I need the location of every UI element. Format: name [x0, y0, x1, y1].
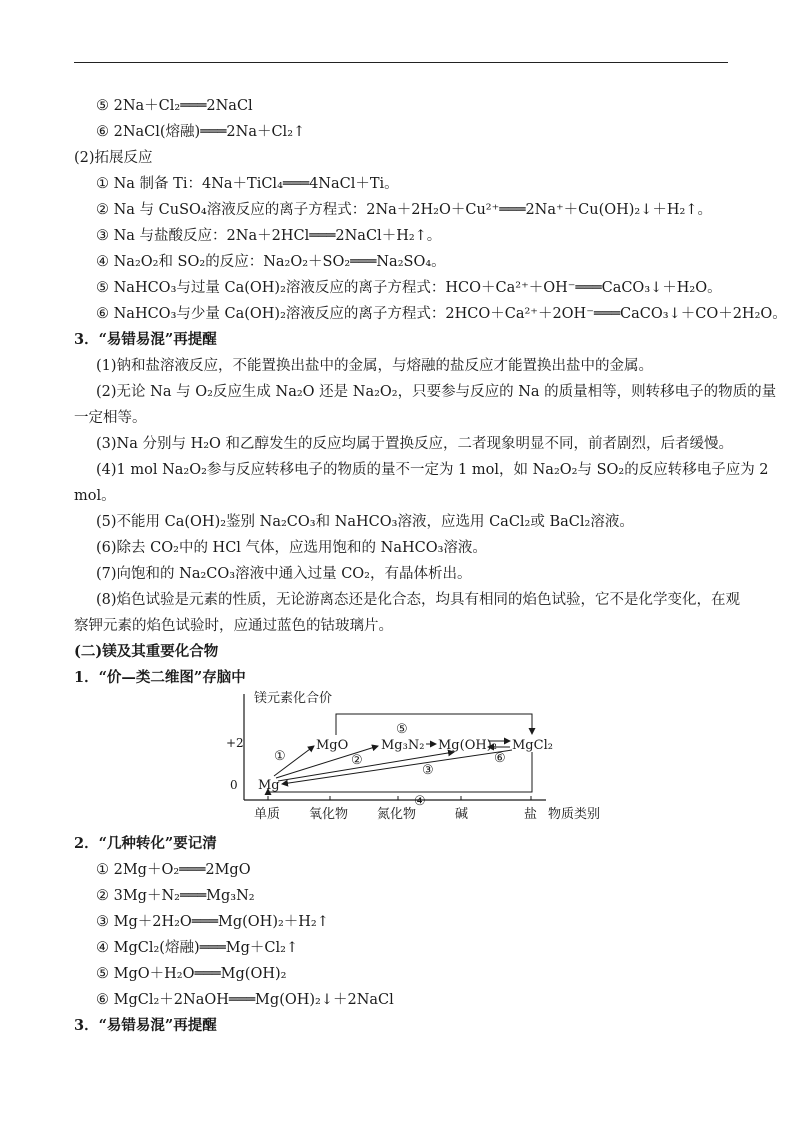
- section-heading: 1．“价—类二维图”存脑中: [74, 669, 246, 686]
- note-2-cont: 一定相等。: [74, 410, 147, 426]
- equation-5: ⑤ 2Na＋Cl₂═══2NaCl: [96, 98, 253, 114]
- node-mgoh2: Mg(OH)₂: [438, 738, 497, 753]
- equation-6: ⑥ 2NaCl(熔融)═══2Na＋Cl₂↑: [96, 124, 306, 140]
- reaction-3: ③ Mg＋2H₂O═══Mg(OH)₂＋H₂↑: [96, 914, 329, 930]
- y-tick-plus2: +2: [226, 736, 244, 750]
- extension-3: ③ Na 与盐酸反应：2Na＋2HCl═══2NaCl＋H₂↑。: [96, 228, 442, 244]
- valence-class-diagram: [226, 688, 626, 824]
- y-axis-title: 镁元素化合价: [254, 691, 333, 706]
- note-1: (1)钠和盐溶液反应，不能置换出盐中的金属，与熔融的盐反应才能置换出盐中的金属。: [96, 358, 654, 374]
- arrow-6-back: [282, 750, 512, 784]
- extension-5: ⑤ NaHCO₃与过量 Ca(OH)₂溶液反应的离子方程式：HCO＋Ca²⁺＋OH⁻═══CaCO₃↓＋H₂O。: [96, 280, 722, 296]
- x-label-element: 单质: [254, 807, 281, 822]
- reaction-6: ⑥ MgCl₂＋2NaOH═══Mg(OH)₂↓＋2NaCl: [96, 992, 394, 1008]
- reaction-5: ⑤ MgO＋H₂O═══Mg(OH)₂: [96, 966, 287, 982]
- extension-4: ④ Na₂O₂和 SO₂的反应：Na₂O₂＋SO₂═══Na₂SO₄。: [96, 254, 446, 270]
- reaction-4: ④ MgCl₂(熔融)═══Mg＋Cl₂↑: [96, 940, 299, 956]
- marker-2: ②: [351, 753, 363, 768]
- reaction-1: ① 2Mg＋O₂═══2MgO: [96, 862, 251, 878]
- marker-3: ③: [422, 763, 434, 778]
- header-rule: [74, 62, 728, 63]
- marker-5: ⑤: [396, 722, 408, 737]
- note-6: (6)除去 CO₂中的 HCl 气体，应选用饱和的 NaHCO₃溶液。: [96, 540, 487, 556]
- marker-4: ④: [414, 794, 426, 809]
- x-label-salt: 盐: [524, 807, 538, 822]
- note-4-cont: mol。: [74, 488, 116, 504]
- note-5: (5)不能用 Ca(OH)₂鉴别 Na₂CO₃和 NaHCO₃溶液，应选用 CaCl₂或 BaCl₂溶液。: [96, 514, 634, 530]
- node-mg: Mg: [258, 778, 280, 793]
- extension-6: ⑥ NaHCO₃与少量 Ca(OH)₂溶液反应的离子方程式：2HCO＋Ca²⁺＋2OH⁻═══CaCO₃↓＋CO＋2H₂O。: [96, 306, 787, 322]
- note-8-cont: 察钾元素的焰色试验时，应通过蓝色的钴玻璃片。: [74, 618, 393, 634]
- section-heading: 2．“几种转化”要记清: [74, 835, 217, 852]
- section-title: (二)镁及其重要化合物: [74, 643, 219, 660]
- arrow-5: [336, 714, 532, 735]
- extension-2: ② Na 与 CuSO₄溶液反应的离子方程式：2Na＋2H₂O＋Cu²⁺═══2Na⁺＋Cu(OH)₂↓＋H₂↑。: [96, 202, 713, 218]
- marker-6: ⑥: [494, 751, 506, 766]
- extension-title: (2)拓展反应: [74, 150, 153, 166]
- node-mg3n2: Mg₃N₂: [381, 738, 425, 753]
- x-axis-title: 物质类别: [548, 807, 601, 822]
- x-label-base: 碱: [455, 807, 469, 822]
- reaction-2: ② 3Mg＋N₂═══Mg₃N₂: [96, 888, 255, 904]
- note-3: (3)Na 分别与 H₂O 和乙醇发生的反应均属于置换反应，二者现象明显不同，前者剧烈，后者缓慢。: [96, 436, 734, 452]
- arrow-4: [268, 752, 532, 792]
- note-4: (4)1 mol Na₂O₂参与反应转移电子的物质的量不一定为 1 mol，如 Na₂O₂与 SO₂的反应转移电子应为 2: [96, 462, 769, 478]
- node-mgo: MgO: [316, 738, 349, 753]
- section-heading: 3．“易错易混”再提醒: [74, 331, 217, 348]
- note-8: (8)焰色试验是元素的性质，无论游离态还是化合态，均具有相同的焰色试验，它不是化学变化，在观: [96, 592, 741, 608]
- note-2: (2)无论 Na 与 O₂反应生成 Na₂O 还是 Na₂O₂，只要参与反应的 Na 的质量相等，则转移电子的物质的量: [96, 384, 777, 400]
- section-heading: 3．“易错易混”再提醒: [74, 1017, 217, 1034]
- x-label-nitride: 氮化物: [377, 807, 417, 822]
- node-mgcl2: MgCl₂: [512, 738, 553, 753]
- note-7: (7)向饱和的 Na₂CO₃溶液中通入过量 CO₂，有晶体析出。: [96, 566, 472, 582]
- y-tick-zero: 0: [230, 778, 238, 792]
- extension-1: ① Na 制备 Ti：4Na＋TiCl₄═══4NaCl＋Ti。: [96, 176, 399, 192]
- x-label-oxide: 氧化物: [309, 807, 349, 822]
- marker-1: ①: [274, 749, 286, 764]
